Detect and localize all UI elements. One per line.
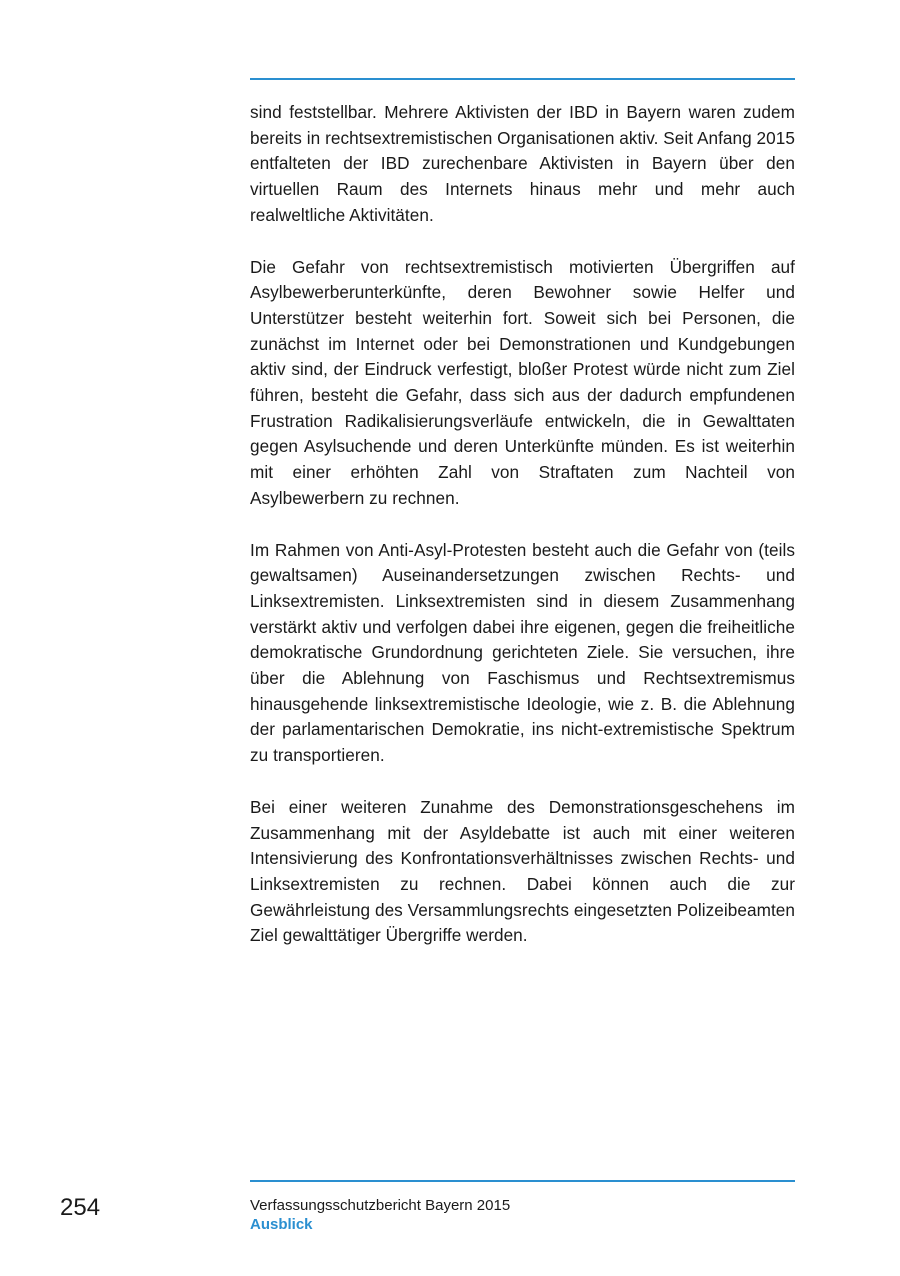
page-number: 254 (60, 1194, 101, 1221)
header-rule (250, 78, 795, 80)
section-title: Ausblick (250, 1216, 313, 1233)
publication-title: Verfassungsschutzbericht Bayern 2015 (250, 1197, 511, 1214)
paragraph: Bei einer weiteren Zunahme des Demonstrationsgeschehens im Zusammenhang mit der Asyldebatte ist auch mit einer weiteren Intensivierung des Konfrontationsverhältnisses zwischen Rechts- und Linksextremisten zu rechnen. Dabei können auch die zur Gewährleistung des Versammlungsrechts eingesetzten Polizeibeamten Ziel gewalttätiger Übergriffe werden. (250, 796, 795, 946)
footer-rule (250, 1180, 795, 1182)
body-text (250, 100, 795, 975)
footer (250, 1196, 510, 1234)
paragraph: Die Gefahr von rechtsextremistisch motivierten Übergriffen auf Asylbewerberunterkünfte, deren Bewohner sowie Helfer und Unterstützer besteht weiterhin fort. Soweit sich bei Personen, die zunächst im Internet oder bei Demonstrationen und Kundgebungen aktiv sind, der Eindruck verfestigt, bloßer Protest würde nicht zum Ziel führen, besteht die Gefahr, dass sich aus der dadurch empfundenen Frustration Radikalisierungsverläufe entwickeln, die in Gewalttaten gegen Asylsuchende und deren Unterkünfte münden. Es ist weiterhin mit einer erhöhten Zahl von Straftaten zum Nachteil von Asylbewerbern zu rechnen. (250, 256, 795, 508)
paragraph: sind feststellbar. Mehrere Aktivisten der IBD in Bayern waren zudem bereits in rechtsextremistischen Organisationen aktiv. Seit Anfang 2015 entfalteten der IBD zurechenbare Aktivisten in Bayern über den virtuellen Raum des Internets hinaus mehr und mehr auch realweltliche Aktivitäten. (250, 102, 795, 225)
paragraph: Im Rahmen von Anti-Asyl-Protesten besteht auch die Gefahr von (teils gewaltsamen) Auseinandersetzungen zwischen Rechts- und Linksextremisten. Linksextremisten sind in diesem Zusammenhang verstärkt aktiv und verfolgen dabei ihre eigenen, gegen die freiheitliche demokratische Grundordnung gerichteten Ziele. Sie versuchen, ihre über die Ablehnung von Faschismus und Rechtsextremismus hinausgehende linksextremistische Ideologie, wie z. B. die Ablehnung der parlamentarischen Demokratie, ins nicht-extremistische Spektrum zu transportieren. (250, 539, 795, 766)
